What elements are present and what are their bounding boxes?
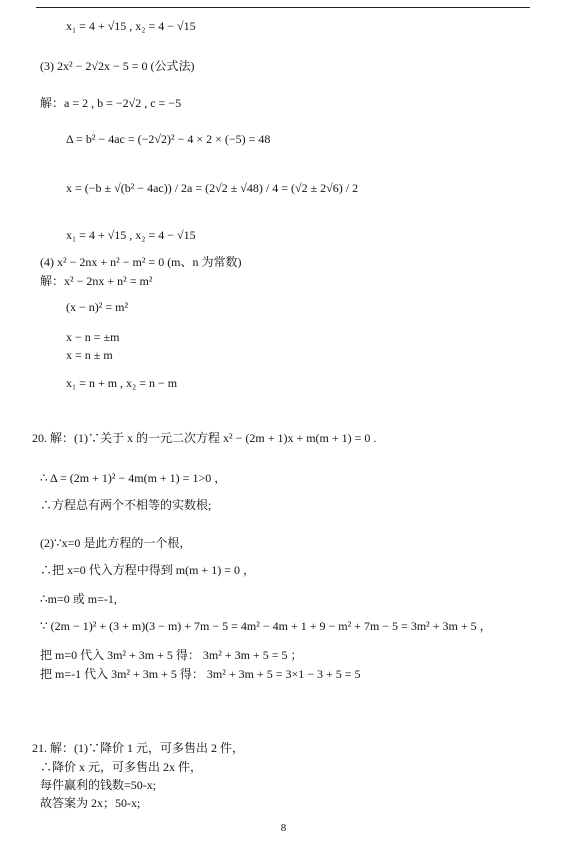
q20-conclusion: ∴方程总有两个不相等的实数根; [40, 498, 212, 512]
part3-coeffs: 解：a = 2 , b = −2√2 , c = −5 [40, 96, 182, 110]
part4-heading: (4) x² − 2nx + n² − m² = 0 (m、n 为常数) [40, 255, 242, 269]
q20-p2-m0: 把 m=0 代入 3m² + 3m + 5 得： 3m² + 3m + 5 = 5 ； [40, 648, 303, 662]
q20-p2-substitute: ∴把 x=0 代入方程中得到 m(m + 1) = 0 ， [40, 563, 255, 577]
part3-top-roots: x₁ = 4 + √15 , x₂ = 4 − √15 [66, 19, 196, 33]
q21-line2: ∴降价 x 元，可多售出 2x 件， [40, 760, 203, 774]
part3-heading: (3) 2x² − 2√2x − 5 = 0 (公式法) [40, 59, 195, 73]
q21-line3: 每件赢利的钱数=50-x; [40, 778, 157, 792]
part4-step2: (x − n)² = m² [66, 300, 129, 314]
part4-step1: 解：x² − 2nx + n² = m² [40, 274, 153, 288]
header-rule [36, 7, 530, 8]
q20-heading: 20. 解：(1)∵关于 x 的一元二次方程 x² − (2m + 1)x + m(m + 1) = 0 . [32, 431, 377, 445]
q20-delta: ∴ Δ = (2m + 1)² − 4m(m + 1) = 1>0 ， [40, 471, 227, 485]
part3-roots: x₁ = 4 + √15 , x₂ = 4 − √15 [66, 228, 196, 242]
q21-line4: 故答案为 2x；50-x; [40, 796, 141, 810]
q21-heading: 21. 解：(1)∵降价 1 元，可多售出 2 件， [32, 741, 244, 755]
page-number: 8 [280, 822, 287, 834]
q20-p2-solutions: ∴m=0 或 m=-1, [40, 592, 117, 606]
part4-step3: x − n = ±m [66, 330, 120, 344]
q20-p2-given: (2)∵x=0 是此方程的一个根， [40, 536, 192, 550]
part4-roots: x₁ = n + m , x₂ = n − m [66, 376, 178, 390]
q20-p2-expand: ∵ (2m − 1)² + (3 + m)(3 − m) + 7m − 5 = 4m² − 4m + 1 + 9 − m² + 7m − 5 = 3m² + 3m + 5 ， [40, 619, 492, 633]
part4-step4: x = n ± m [66, 348, 113, 362]
part3-formula: x = (−b ± √(b² − 4ac)) / 2a = (2√2 ± √48) / 4 = (√2 ± 2√6) / 2 [66, 181, 359, 195]
part3-delta: Δ = b² − 4ac = (−2√2)² − 4 × 2 × (−5) = 48 [66, 132, 271, 146]
q20-p2-m1: 把 m=-1 代入 3m² + 3m + 5 得： 3m² + 3m + 5 = 3×1 − 3 + 5 = 5 [40, 667, 361, 681]
